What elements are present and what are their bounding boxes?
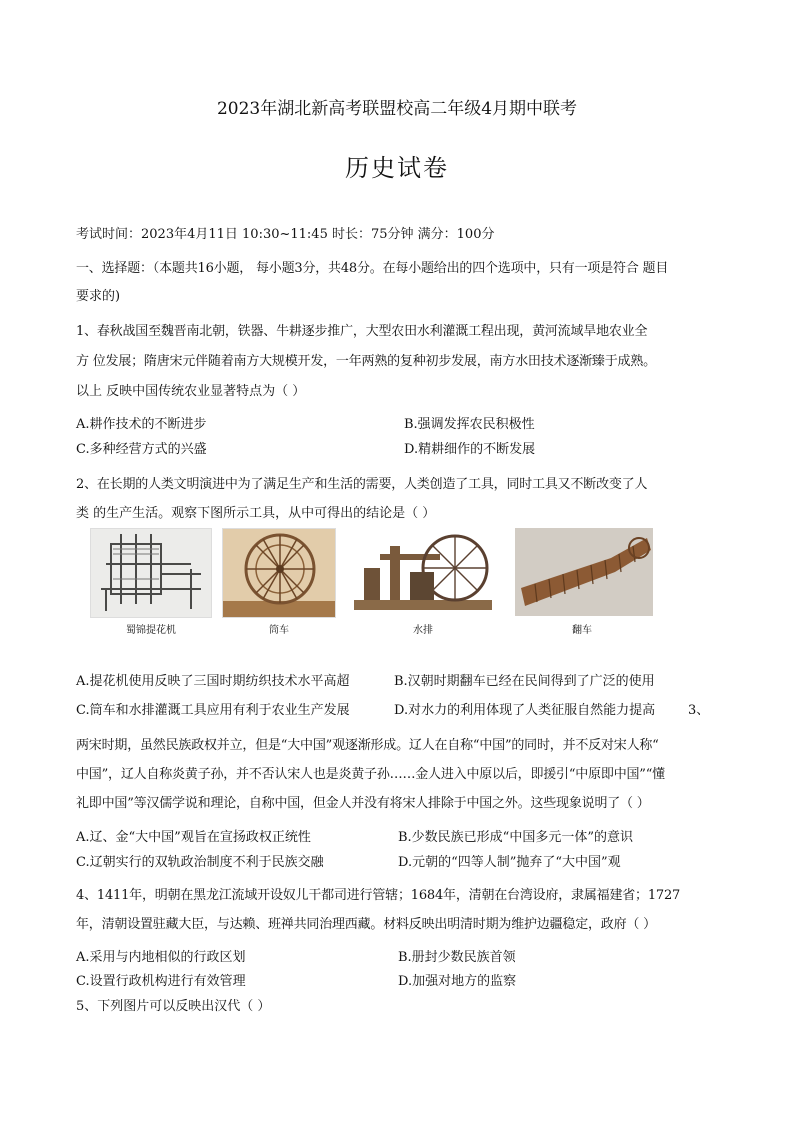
- q1-option-d: D.精耕细作的不断发展: [404, 442, 536, 457]
- q2-stem-2: 类 的生产生活。观察下图所示工具，从中可得出的结论是（ ）: [76, 506, 436, 521]
- q1-stem-1: 1、春秋战国至魏晋南北朝，铁器、牛耕逐步推广，大型农田水利灌溉工程出现，黄河流域旱地农业全: [76, 324, 648, 339]
- q3-option-c: C.辽朝实行的双轨政治制度不利于民族交融: [76, 855, 324, 870]
- caption-tube-wheel: 筒车: [269, 625, 289, 636]
- q4-option-d: D.加强对地方的监察: [398, 974, 517, 989]
- section-instructions-2: 要求的): [76, 289, 121, 304]
- square-pallet-chain-pump-image: [515, 528, 653, 616]
- tube-wheel-image: [222, 528, 336, 618]
- q3-option-a: A.辽、金“大中国”观旨在宣扬政权正统性: [76, 830, 311, 845]
- q5-stem-1: 5、下列图片可以反映出汉代（ ）: [76, 999, 271, 1014]
- water-bellows-image: [350, 528, 496, 618]
- caption-jacquard-loom: 蜀锦提花机: [126, 625, 176, 636]
- q4-option-c: C.设置行政机构进行有效管理: [76, 974, 246, 989]
- q4-option-b: B.册封少数民族首领: [398, 950, 516, 965]
- q2-option-c: C.筒车和水排灌溉工具应用有利于农业生产发展: [76, 703, 350, 718]
- q1-stem-2: 方 位发展；隋唐宋元伴随着南方大规模开发，一年两熟的复种初步发展，南方水田技术逐渐臻于成熟。: [76, 354, 656, 369]
- q2-option-a: A.提花机使用反映了三国时期纺织技术水平高超: [76, 674, 350, 689]
- q1-option-a: A.耕作技术的不断进步: [76, 417, 207, 432]
- q1-stem-3: 以上 反映中国传统农业显著特点为（ ）: [76, 384, 306, 399]
- q4-stem-2: 年，清朝设置驻藏大臣，与达赖、班禅共同治理西藏。材料反映出明清时期为维护边疆稳定，政府（ ）: [76, 917, 656, 932]
- q2-option-d: D.对水力的利用体现了人类征服自然能力提高: [394, 703, 656, 718]
- exam-info: 考试时间：2023年4月11日 10:30~11:45 时长：75分钟 满分：100分: [76, 227, 495, 242]
- subject-title: 历史试卷: [345, 154, 449, 182]
- exam-title: 2023年湖北新高考联盟校高二年级4月期中联考: [216, 99, 578, 119]
- q3-stem-3: 礼即中国”等汉儒学说和理论，自称中国，但金人并没有将宋人排除于中国之外。这些现象说明了（ ）: [76, 796, 650, 811]
- q3-option-d: D.元朝的“四等人制”抛弃了“大中国”观: [398, 855, 621, 870]
- q3-option-b: B.少数民族已形成“中国多元一体”的意识: [398, 830, 633, 845]
- q3-number: 3、: [688, 703, 710, 718]
- q3-stem-2: 中国”，辽人自称炎黄子孙，并不否认宋人也是炎黄子孙……金人进入中原以后，即援引“中原即中国”“懂: [76, 767, 665, 782]
- q2-stem-1: 2、在长期的人类文明演进中为了满足生产和生活的需要，人类创造了工具，同时工具又不断改变了人: [76, 477, 648, 492]
- q1-option-c: C.多种经营方式的兴盛: [76, 442, 207, 457]
- section-instructions-1: 一、选择题：（本题共16小题， 每小题3分，共48分。在每小题给出的四个选项中，只有一项是符合 题目: [76, 261, 669, 276]
- q4-option-a: A.采用与内地相似的行政区划: [76, 950, 246, 965]
- q1-option-b: B.强调发挥农民积极性: [404, 417, 535, 432]
- q3-stem-1: 两宋时期，虽然民族政权并立，但是“大中国”观逐渐形成。辽人在自称“中国”的同时，并不反对宋人称“: [76, 738, 659, 753]
- q2-option-b: B.汉朝时期翻车已经在民间得到了广泛的使用: [394, 674, 655, 689]
- q4-stem-1: 4、1411年，明朝在黑龙江流域开设奴儿干都司进行管辖；1684年，清朝在台湾设府，隶属福建省；1727: [76, 888, 681, 903]
- jacquard-loom-image: [90, 528, 212, 618]
- caption-chain-pump: 翻车: [572, 625, 592, 636]
- caption-water-bellows: 水排: [413, 625, 433, 636]
